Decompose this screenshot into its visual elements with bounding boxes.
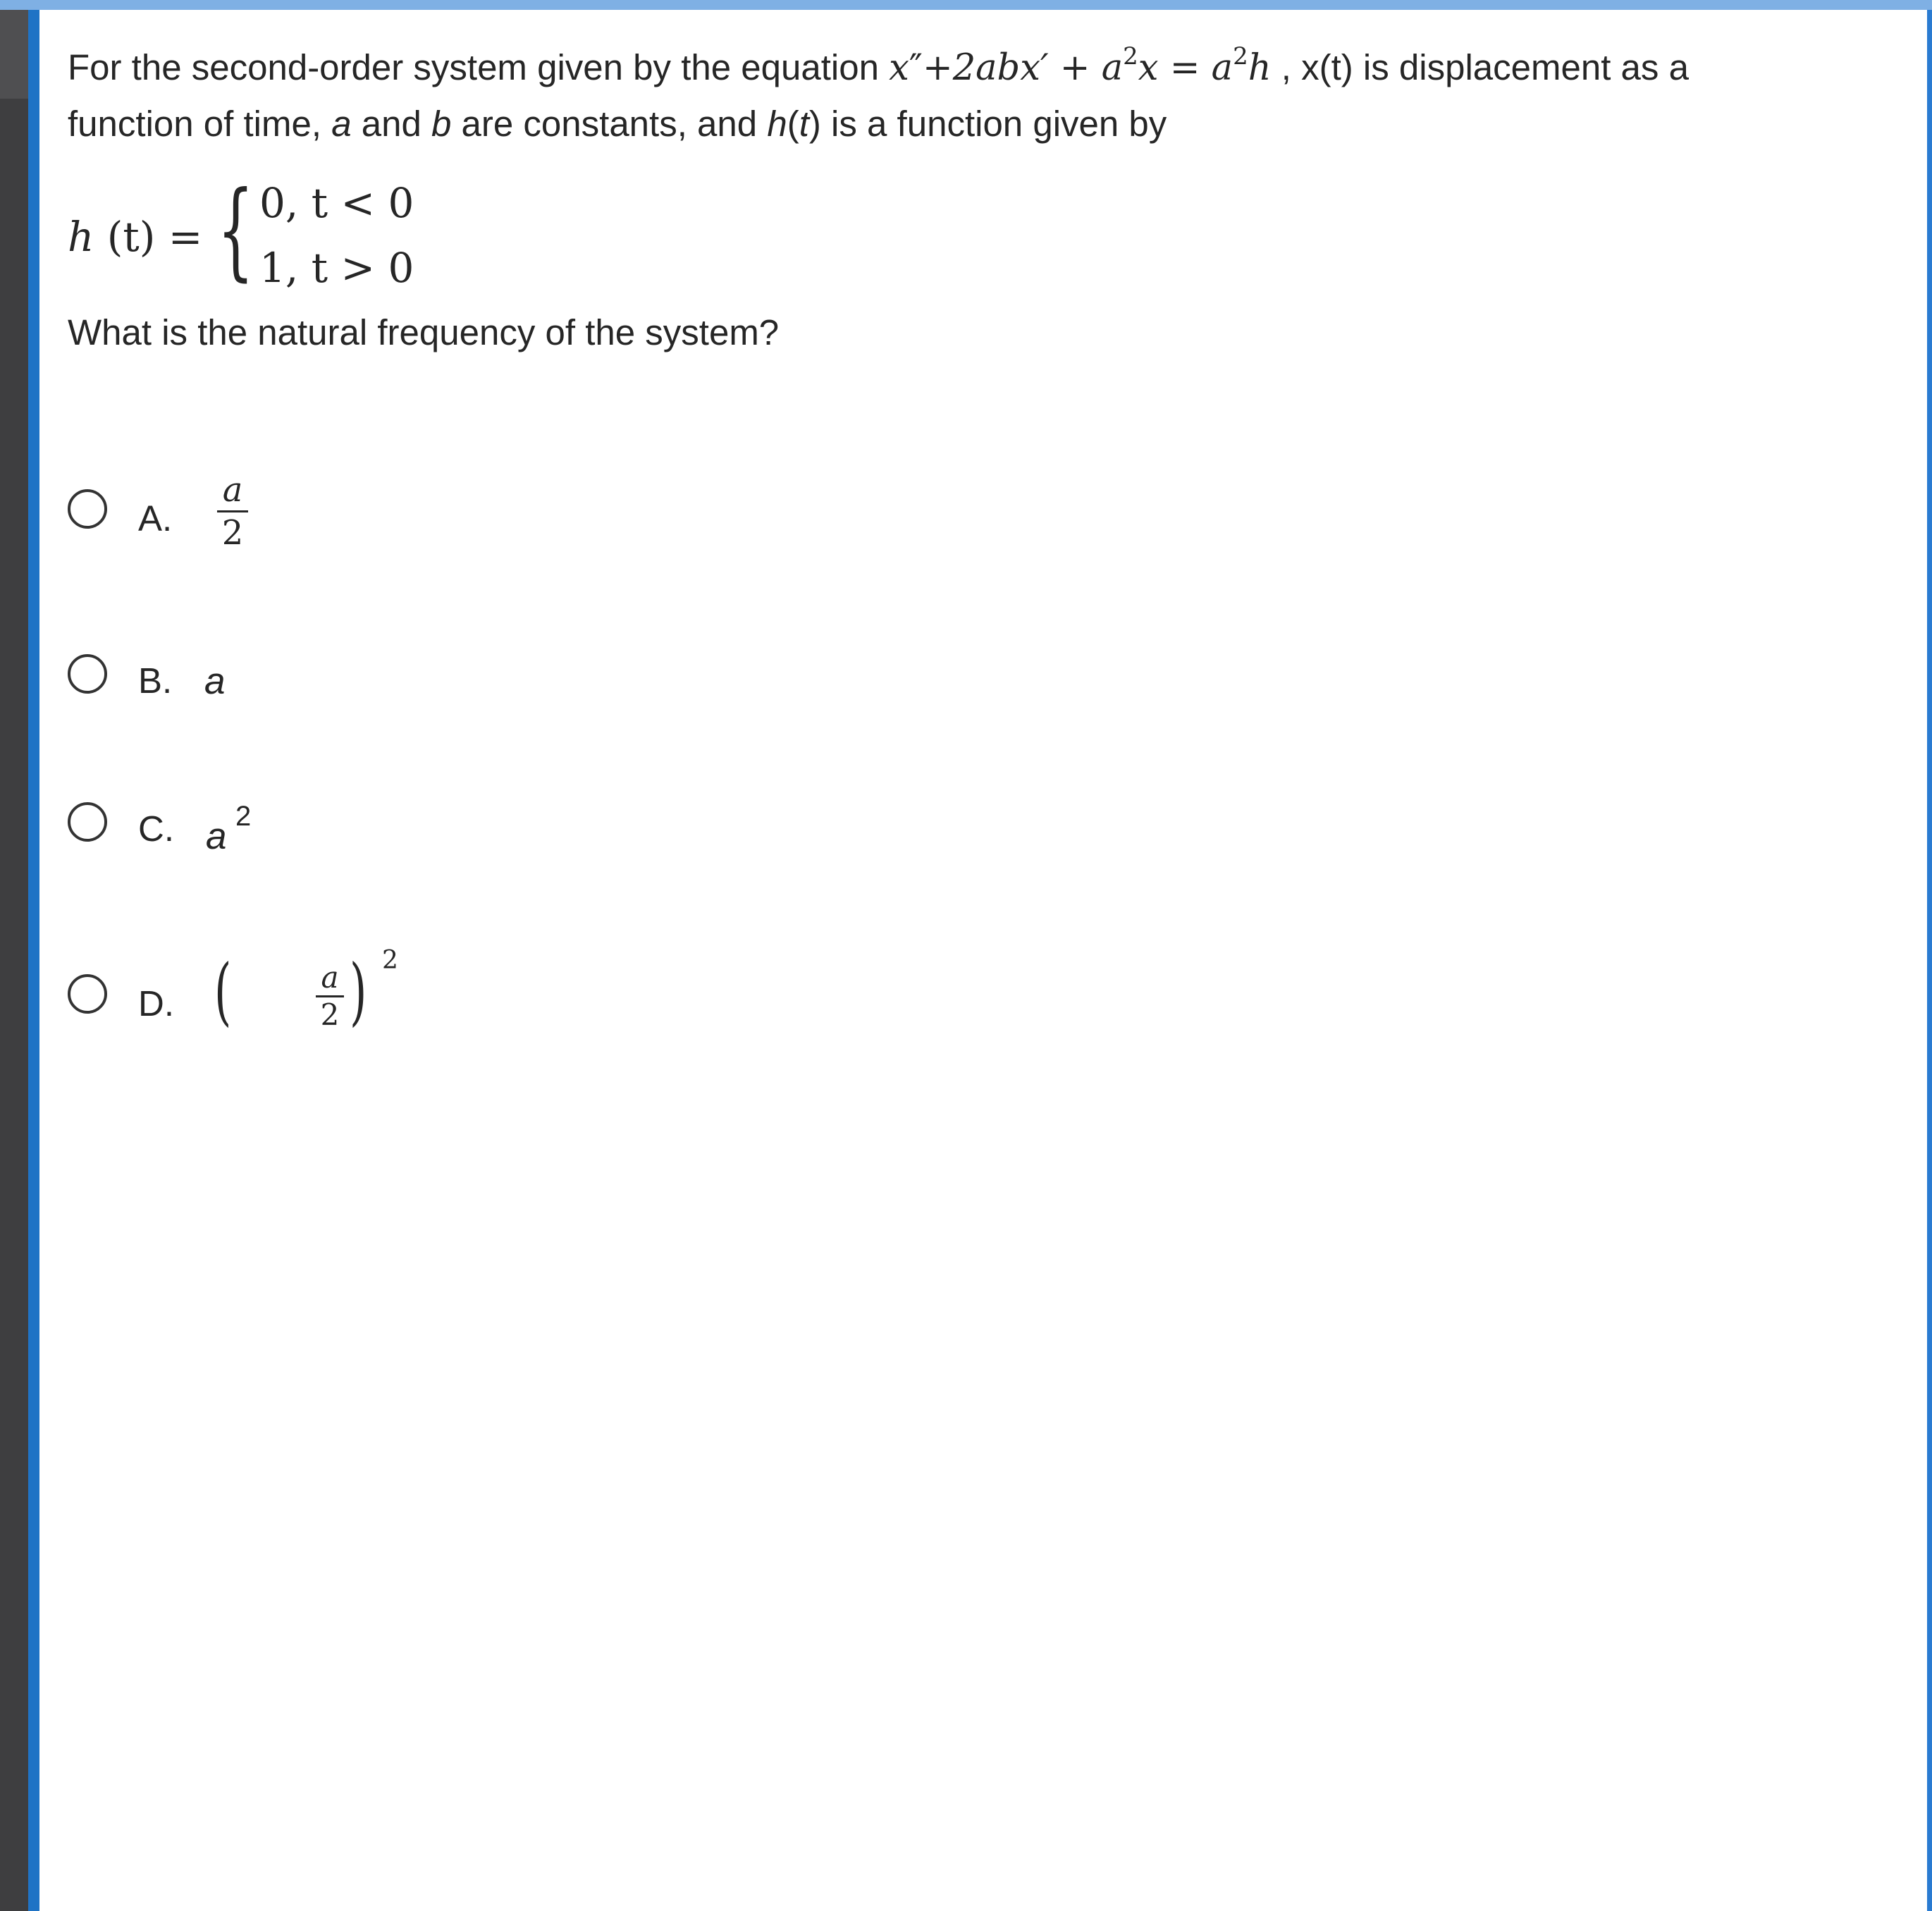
eq-a-2: a xyxy=(1211,47,1233,89)
option-b-radio[interactable] xyxy=(68,654,107,694)
eq-term2: 2abx′ xyxy=(952,47,1049,89)
question-intro-prefix: For the second-order system given by the equation xyxy=(68,47,890,87)
eq-square: 2 xyxy=(1123,42,1138,70)
option-c[interactable] xyxy=(68,782,702,867)
piecewise-fn-name: h xyxy=(68,213,94,261)
eq-double-prime: ″ xyxy=(909,47,923,89)
question-prompt: What is the natural frequency of the system? xyxy=(68,312,780,352)
piecewise-brace: { xyxy=(217,169,254,292)
option-b-value: a xyxy=(204,660,226,702)
eq-h: h xyxy=(1248,47,1272,89)
option-d-letter: D. xyxy=(138,983,174,1024)
piecewise-lhs xyxy=(68,213,202,261)
piecewise-case-1: 0, t < 0 xyxy=(259,179,414,227)
left-dark-edge xyxy=(0,0,28,1911)
right-accent-border xyxy=(1927,10,1932,1911)
eq-plus: + xyxy=(922,47,953,89)
eq-plus-2: + xyxy=(1048,47,1102,89)
option-a-radio[interactable] xyxy=(68,489,107,529)
line2-text-2: and xyxy=(351,104,431,144)
option-a-numerator: a xyxy=(222,470,243,510)
piecewise-args: (t) = xyxy=(94,213,203,261)
left-accent-bar xyxy=(28,0,39,1911)
piecewise-case-2: 1, t > 0 xyxy=(259,244,414,292)
line2-text-1: function of time, xyxy=(68,104,332,144)
option-a-letter: A. xyxy=(138,498,173,539)
eq-a: a xyxy=(1101,47,1124,89)
eq-square-2: 2 xyxy=(1233,42,1248,70)
option-a[interactable] xyxy=(68,469,702,554)
option-a-denominator: 2 xyxy=(221,513,244,553)
var-b: b xyxy=(431,104,452,144)
option-b-letter: B. xyxy=(138,660,173,701)
eq-x: x xyxy=(889,47,909,89)
var-h: h xyxy=(767,104,787,144)
option-c-exponent: 2 xyxy=(235,801,252,832)
top-accent-bar xyxy=(0,0,1932,10)
option-d-paren-close: ) xyxy=(350,948,367,1034)
var-a: a xyxy=(331,104,352,144)
option-d-exponent: 2 xyxy=(382,946,398,975)
option-d-numerator: a xyxy=(321,960,339,995)
option-d-fraction xyxy=(316,960,344,1033)
option-d-radio[interactable] xyxy=(68,974,107,1014)
question-intro-mid: , x(t) is displacement as a xyxy=(1271,47,1689,87)
eq-x-2: x xyxy=(1138,47,1159,89)
line2-text-3: are constants, and xyxy=(451,104,768,144)
option-c-base: a xyxy=(206,816,227,857)
line2-text-5: ) is a function given by xyxy=(808,104,1167,144)
left-edge-tab xyxy=(0,10,28,99)
eq-equals: = xyxy=(1158,47,1212,89)
option-c-letter: C. xyxy=(138,809,174,849)
option-b[interactable] xyxy=(68,634,702,719)
option-a-fraction xyxy=(217,469,248,553)
line2-paren-open: ( xyxy=(787,104,799,144)
option-d[interactable] xyxy=(68,946,702,1034)
option-d-paren-open: ( xyxy=(214,948,232,1034)
question-line-2 xyxy=(68,96,1167,152)
var-t: t xyxy=(799,104,809,144)
equation xyxy=(889,42,1272,89)
option-c-radio[interactable] xyxy=(68,802,107,842)
question-line-1 xyxy=(68,39,1689,97)
option-d-denominator: 2 xyxy=(320,997,340,1032)
